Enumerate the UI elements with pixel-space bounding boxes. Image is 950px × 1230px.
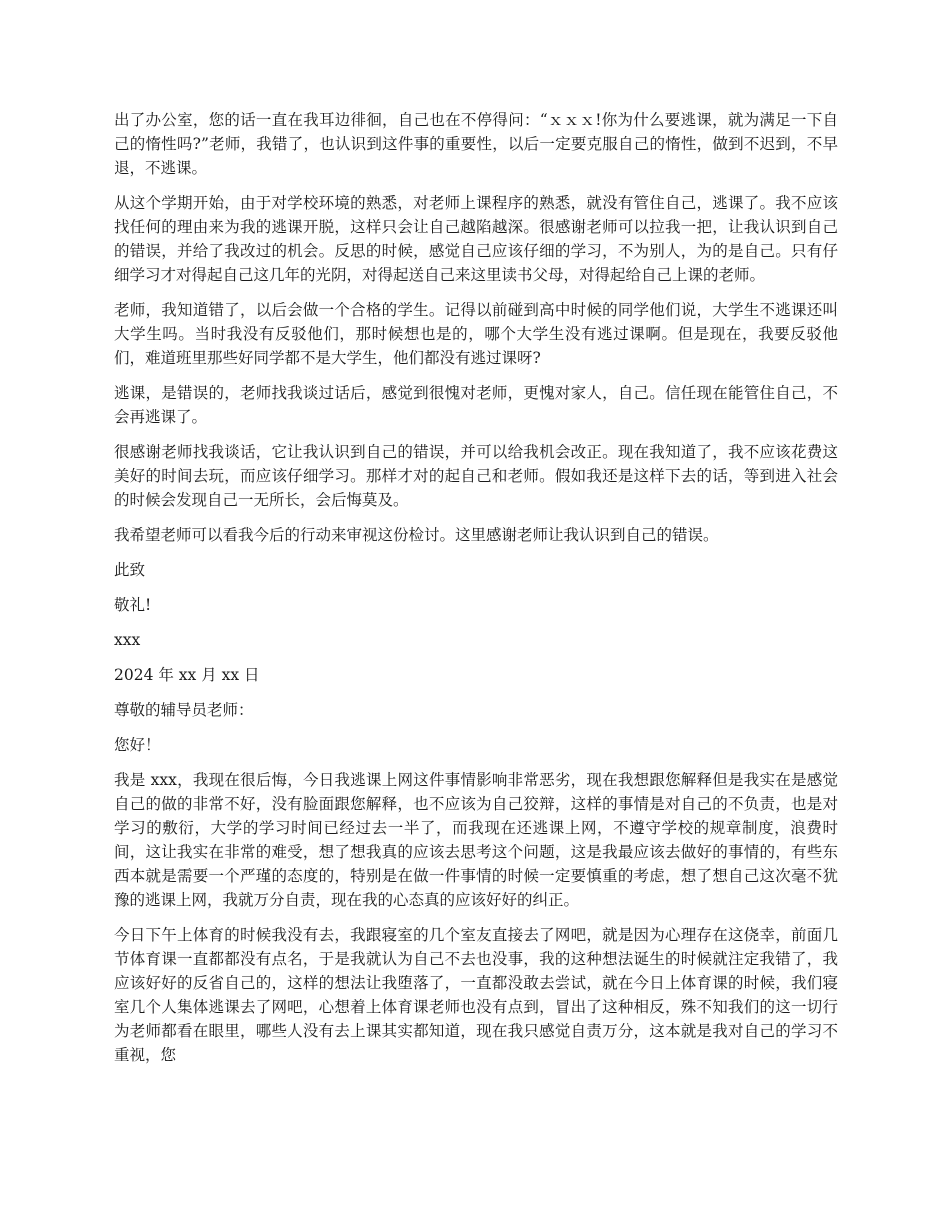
paragraph-1: 出了办公室，您的话一直在我耳边徘徊，自己也在不停得问：“ｘｘｘ!你为什么要逃课，就为满足一下自己的惰性吗?”老师，我错了，也认识到这件事的重要性，以后一定要克服自己的惰性，做到不迟到，不早退，不逃课。 bbox=[114, 111, 838, 177]
paragraph-8: 今日下午上体育的时候我没有去，我跟寝室的几个室友直接去了网吧，就是因为心理存在这侥幸，前面几节体育课一直都都没有点名，于是我就认为自己不去也没事，我的这种想法诞生的时候就注定我错了，我应该好好的反省自己的，这样的想法让我堕落了，一直都没敢去尝试，就在今日上体育课的时候，我们寝室几个人集体逃课去了网吧，心想着上体育课老师也没有点到，冒出了这种相反，殊不知我们的这一切行为老师都看在眼里，哪些人没有去上课其实都知道，现在我只感觉自责万分，这本就是我对自己的学习不重视，您 bbox=[114, 926, 838, 1064]
paragraph-2: 从这个学期开始，由于对学校环境的熟悉，对老师上课程序的熟悉，就没有管住自己，逃课了。我不应该找任何的理由来为我的逃课开脱，这样只会让自己越陷越深。很感谢老师可以拉我一把，让我认识到自己的错误，并给了我改过的机会。反思的时候，感觉自己应该仔细的学习，不为别人，为的是自己。只有仔细学习才对得起自己这几年的光阴，对得起送自己来这里读书父母，对得起给自己上课的老师。 bbox=[114, 194, 838, 284]
paragraph-6: 我希望老师可以看我今后的行动来审视这份检讨。这里感谢老师让我认识到自己的错误。 bbox=[114, 526, 719, 544]
signature-name: xxx bbox=[114, 631, 141, 649]
paragraph-7: 我是 xxx，我现在很后悔，今日我逃课上网这件事情影响非常恶劣，现在我想跟您解释但是我实在是感觉自己的做的非常不好，没有脸面跟您解释，也不应该为自己狡辩，这样的事情是对自己的不负责，也是对学习的敷衍，大学的学习时间已经过去一半了，而我现在还逃课上网，不遵守学校的规章制度，浪费时间，这让我实在非常的难受，想了想我真的应该去思考这个问题，这是我最应该去做好的事情的，有些东西本就是需要一个严瑾的态度的，特别是在做一件事情的时候一定要慎重的考虑，想了想自己这次毫不犹豫的逃课上网，我就万分自责，现在我的心态真的应该好好的纠正。 bbox=[114, 771, 838, 909]
second-letter-greeting: 您好！ bbox=[114, 736, 161, 754]
document-body bbox=[114, 108, 838, 1078]
closing-regards: 敬礼! bbox=[114, 596, 152, 614]
second-letter-addressee: 尊敬的辅导员老师： bbox=[114, 701, 254, 719]
paragraph-5: 很感谢老师找我谈话，它让我认识到自己的错误，并可以给我机会改正。现在我知道了，我不应该花费这美好的时间去玩，而应该仔细学习。那样才对的起自己和老师。假如我还是这样下去的话，等到进入社会的时候会发现自己一无所长，会后悔莫及。 bbox=[114, 443, 838, 509]
paragraph-3: 老师，我知道错了，以后会做一个合格的学生。记得以前碰到高中时候的同学他们说，大学生不逃课还叫大学生吗。当时我没有反驳他们，那时候想也是的，哪个大学生没有逃过课啊。但是现在，我要反驳他们，难道班里那些好同学都不是大学生，他们都没有逃过课呀? bbox=[114, 301, 838, 367]
signature-date: 2024 年 xx 月 xx 日 bbox=[114, 666, 260, 684]
closing-salutation: 此致 bbox=[114, 561, 146, 579]
paragraph-4: 逃课，是错误的，老师找我谈过话后，感觉到很愧对老师，更愧对家人，自己。信任现在能管住自己，不会再逃课了。 bbox=[114, 384, 838, 426]
